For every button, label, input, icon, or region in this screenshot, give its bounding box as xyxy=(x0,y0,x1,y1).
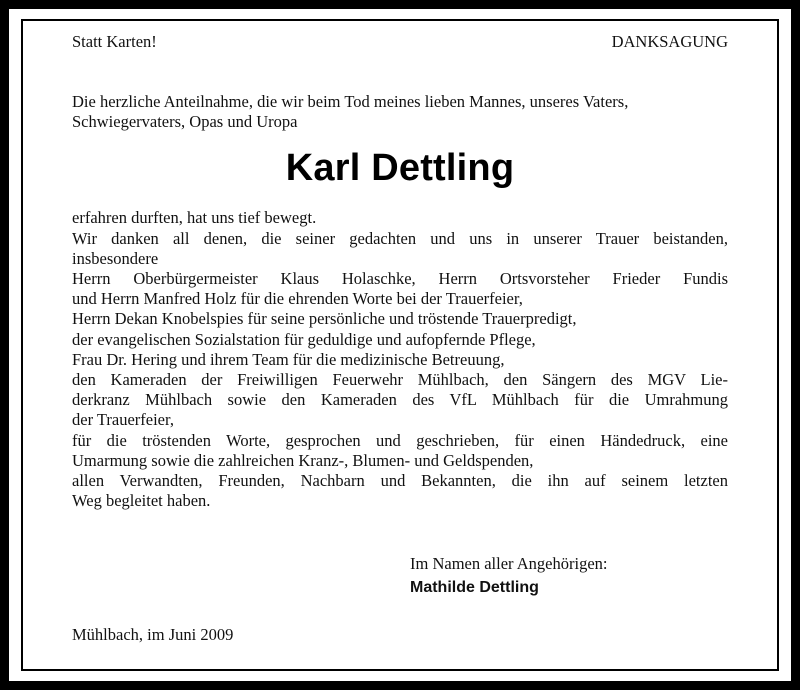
body-line: Herrn Oberbürgermeister Klaus Holaschke, Herrn Ortsvorsteher Frieder Fundis xyxy=(72,269,728,289)
body-line: und Herrn Manfred Holz für die ehrenden Worte bei der Trauerfeier, xyxy=(72,289,523,309)
intro-text xyxy=(72,92,728,132)
body-line: für die tröstenden Worte, gesprochen und geschrieben, für einen Händedruck, eine xyxy=(72,430,728,450)
body-line: Wir danken all denen, die seiner gedachten und uns in unserer Trauer beistanden, xyxy=(72,228,728,248)
notice-content xyxy=(72,32,728,511)
body-line: erfahren durften, hat uns tief bewegt. xyxy=(72,208,317,228)
body-line: der Trauerfeier, xyxy=(72,410,174,430)
body-line: allen Verwandten, Freunden, Nachbarn und Bekannten, die ihn auf seinem letzten xyxy=(72,471,728,491)
intro-line: Schwiegervaters, Opas und Uropa xyxy=(72,112,298,132)
body-line: Frau Dr. Hering und ihrem Team für die medizinische Betreuung, xyxy=(72,349,505,369)
deceased-name: Karl Dettling xyxy=(285,147,515,190)
header-right: DANKSAGUNG xyxy=(611,32,728,51)
header-left: Statt Karten! xyxy=(72,32,157,51)
signature-line: Im Namen aller Angehörigen: xyxy=(410,554,608,573)
body-line: der evangelischen Sozialstation für geduldige und aufopfernde Pflege, xyxy=(72,329,536,349)
body-line: Herrn Dekan Knobelspies für seine persönliche und tröstende Trauerpredigt, xyxy=(72,309,577,329)
body-text xyxy=(72,208,728,511)
body-line: Umarmung sowie die zahlreichen Kranz-, Blumen- und Geldspenden, xyxy=(72,450,534,470)
body-line: derkranz Mühlbach sowie den Kameraden des VfL Mühlbach für die Umrahmung xyxy=(72,390,728,410)
body-line: Weg begleitet haben. xyxy=(72,491,211,511)
header-line xyxy=(72,32,728,52)
intro-line: Die herzliche Anteilnahme, die wir beim Tod meines lieben Mannes, unseres Vaters, xyxy=(72,92,629,111)
body-line: den Kameraden der Freiwilligen Feuerwehr Mühlbach, den Sängern des MGV Lie- xyxy=(72,370,728,390)
signature-block xyxy=(410,552,607,600)
place-date: Mühlbach, im Juni 2009 xyxy=(72,625,234,644)
signature-name: Mathilde Dettling xyxy=(410,579,539,596)
body-line: insbesondere xyxy=(72,248,159,268)
